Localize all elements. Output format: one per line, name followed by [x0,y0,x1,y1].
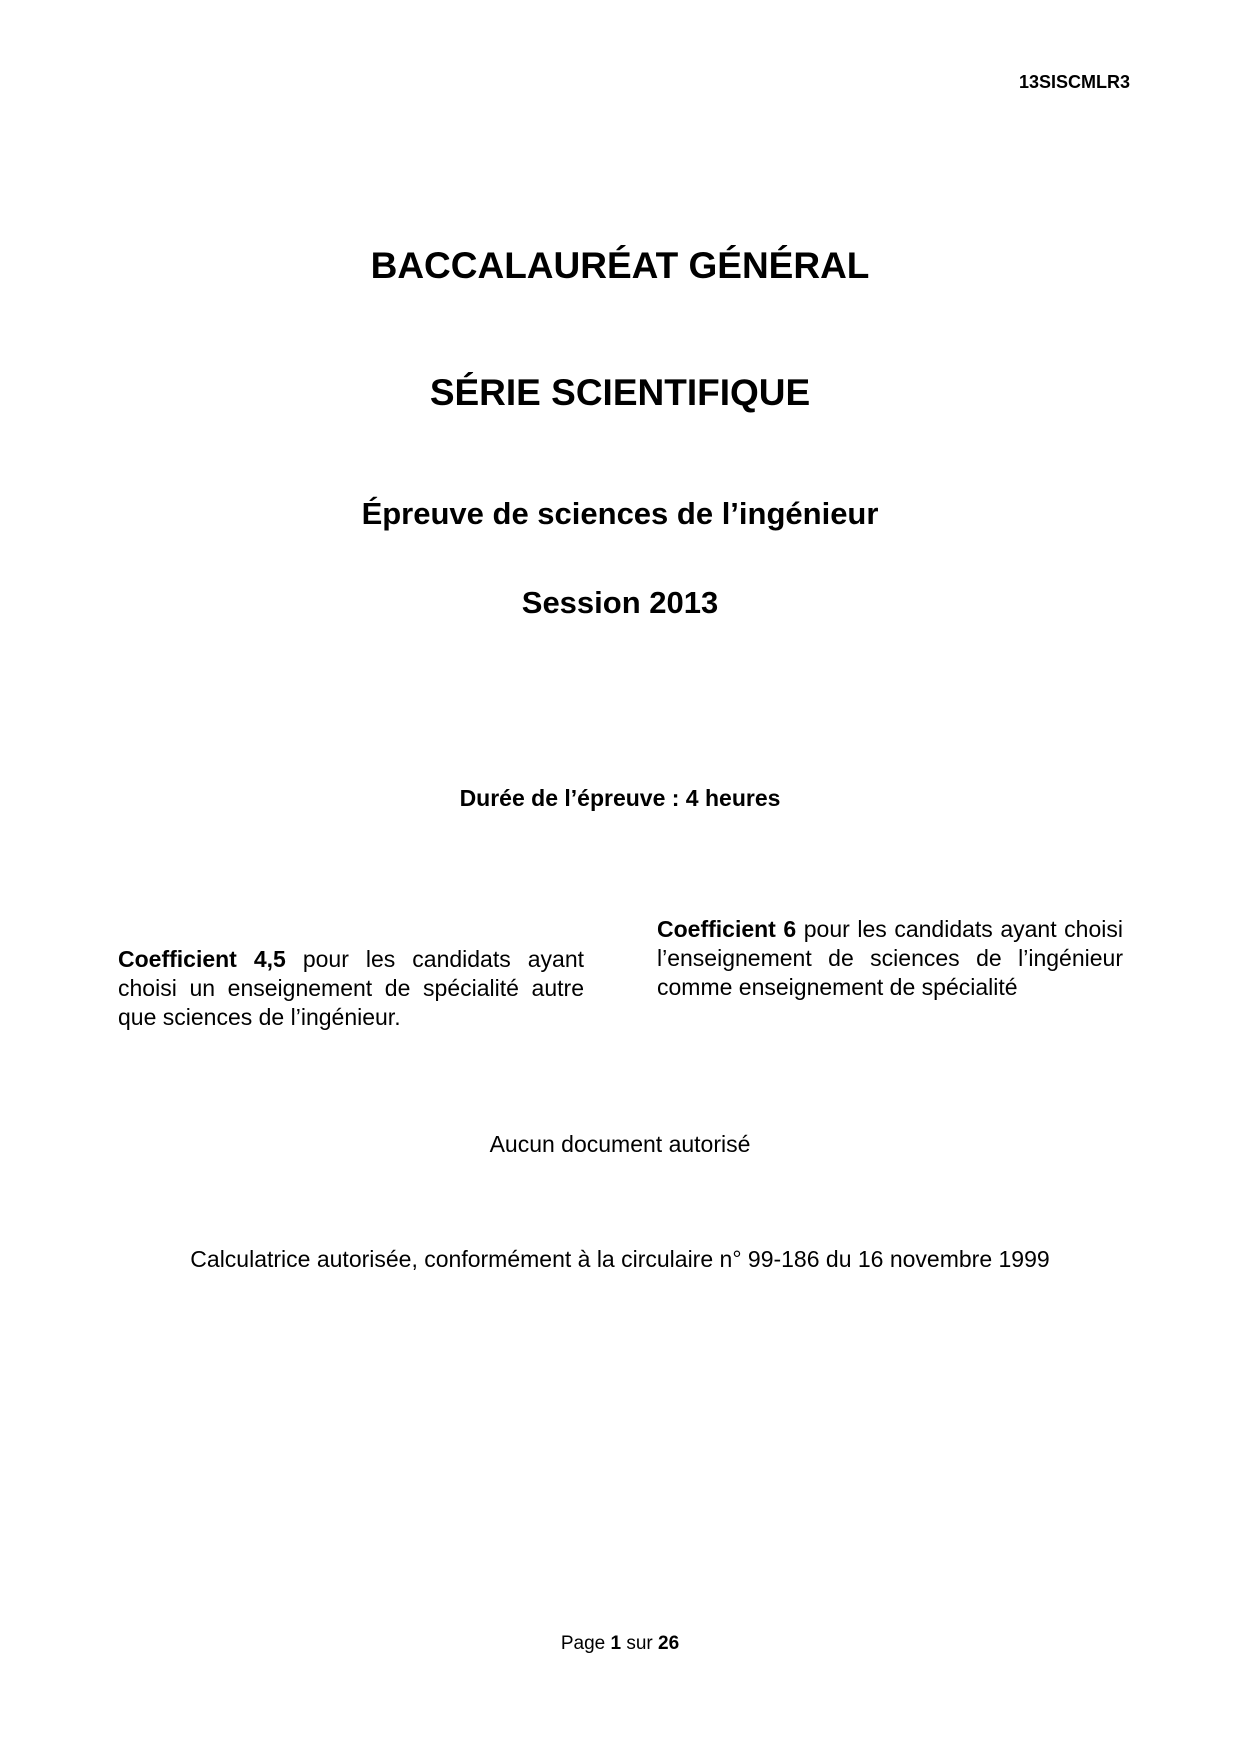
reference-code: 13SISCMLR3 [1018,72,1130,92]
coefficient-right-block [657,915,1123,1002]
coefficient-left-text: pour les candidats ayant choisi un enseignement de spécialité autre que sciences de l’ingénieur. [118,946,584,1030]
main-title: BACCALAURÉAT GÉNÉRAL [370,245,870,286]
calculator-rule: Calculatrice autorisée, conformément à la circulaire n° 99-186 du 16 novembre 1999 [190,1246,1050,1272]
exam-duration: Durée de l’épreuve : 4 heures [459,785,781,811]
documents-rule: Aucun document autorisé [489,1131,751,1157]
page-footer [0,1633,1240,1655]
coefficient-right-text: pour les candidats ayant choisi l’enseignement de sciences de l’ingénieur comme enseignement de spécialité [657,916,1123,1000]
exam-title: Épreuve de sciences de l’ingénieur [361,496,879,531]
coefficient-left-label: Coefficient 4,5 [118,946,286,972]
page-separator: sur [621,1633,659,1654]
series-title: SÉRIE SCIENTIFIQUE [429,372,811,413]
page-current: 1 [610,1633,622,1654]
coefficient-right-label: Coefficient 6 [657,916,797,942]
page-prefix: Page [560,1633,611,1654]
session-title: Session 2013 [521,585,719,620]
page-total: 26 [658,1633,680,1654]
coefficient-left-block [118,945,584,1032]
